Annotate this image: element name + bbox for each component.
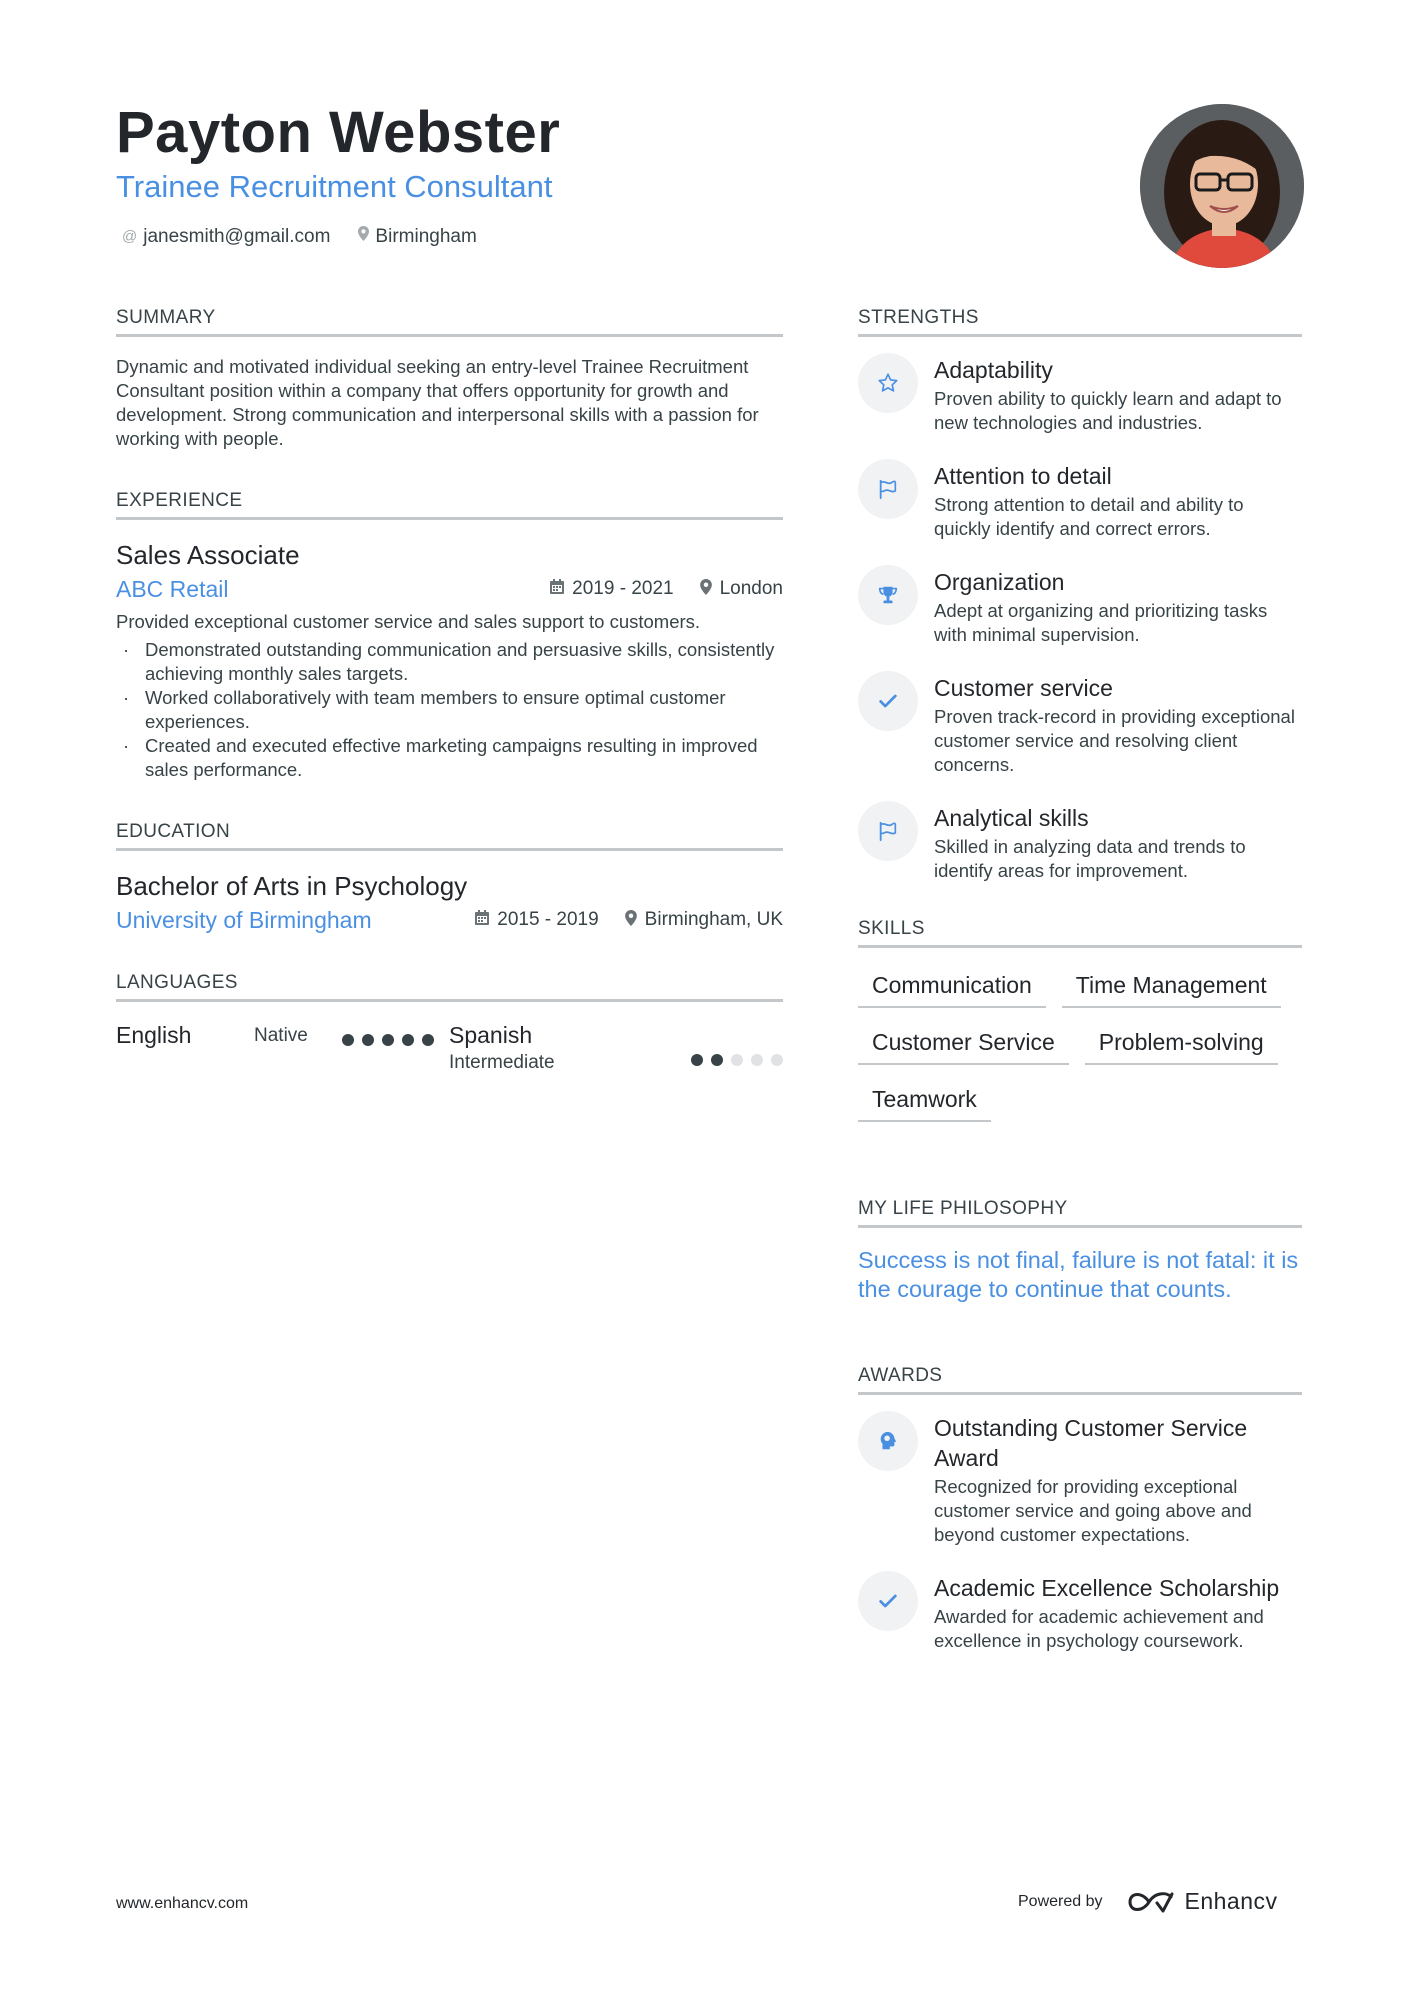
strength-item-body <box>934 567 1302 647</box>
education-dates <box>475 909 598 931</box>
strength-item-title: Customer service <box>934 675 1113 701</box>
award-item <box>858 1413 1302 1547</box>
strength-item-body <box>934 355 1302 435</box>
contact-location <box>358 224 476 250</box>
education-location <box>625 909 783 931</box>
brand-name: Enhancv <box>1184 1888 1278 1914</box>
language-name: Spanish <box>449 1022 533 1048</box>
education-dates-text: 2015 - 2019 <box>497 909 599 930</box>
award-item <box>858 1573 1302 1653</box>
strength-item-description: Skilled in analyzing data and trends to identify areas for improvement. <box>934 836 1246 881</box>
right-column <box>858 306 1302 1679</box>
check-icon <box>858 1571 918 1631</box>
experience-company: ABC Retail <box>116 576 229 602</box>
award-item-title: Outstanding Customer Service Award <box>934 1415 1248 1471</box>
summary-text: Dynamic and motivated individual seeking an entry-level Trainee Recruitment Consultant position within a company that offers opportunity for growth and development. Strong communication and interpersonal skills with a passion for working with people. <box>116 356 759 449</box>
education-section <box>116 820 783 935</box>
candidate-name: Payton Webster <box>116 100 561 165</box>
rating-dot-filled <box>362 1034 374 1046</box>
language-rating <box>683 1044 783 1076</box>
avatar-photo <box>1140 104 1304 268</box>
section-title-strengths: STRENGTHS <box>858 306 1302 337</box>
star-icon <box>858 353 918 413</box>
location-pin-icon <box>700 579 712 600</box>
skill-tag: Communication <box>858 964 1046 1008</box>
candidate-title: Trainee Recruitment Consultant <box>116 169 553 204</box>
skill-tag: Teamwork <box>858 1078 991 1122</box>
strength-item-body <box>934 461 1302 541</box>
location-text: Birmingham <box>375 226 477 247</box>
skills-section <box>858 917 1302 1135</box>
strength-item-title: Organization <box>934 569 1065 595</box>
rating-dot-empty <box>731 1054 743 1066</box>
section-title-philosophy: MY LIFE PHILOSOPHY <box>858 1197 1302 1228</box>
strength-item-description: Adept at organizing and prioritizing tasks with minimal supervision. <box>934 600 1268 645</box>
language-level: Intermediate <box>449 1052 555 1073</box>
strength-item-title: Analytical skills <box>934 805 1089 831</box>
summary-section <box>116 306 783 451</box>
language-item-spanish <box>449 1020 783 1076</box>
strength-item-description: Proven ability to quickly learn and adapt to new technologies and industries. <box>934 388 1282 433</box>
at-icon: @ <box>122 228 138 245</box>
skill-tag: Problem-solving <box>1085 1021 1278 1065</box>
award-item-title: Academic Excellence Scholarship <box>934 1575 1280 1601</box>
trophy-icon <box>858 565 918 625</box>
location-pin-icon <box>625 910 637 931</box>
skill-tag: Customer Service <box>858 1021 1069 1065</box>
flag-icon <box>858 801 918 861</box>
experience-location-text: London <box>719 578 783 599</box>
section-title-languages: LANGUAGES <box>116 971 783 1002</box>
list-item: · Created and executed effective marketing campaigns resulting in improved sales performance. <box>116 734 783 782</box>
strength-item <box>858 461 1302 541</box>
strength-item-description: Proven track-record in providing exceptional customer service and resolving client concerns. <box>934 706 1295 775</box>
awards-section <box>858 1364 1302 1653</box>
calendar-icon <box>550 579 564 599</box>
section-title-summary: SUMMARY <box>116 306 783 337</box>
award-list <box>858 1413 1302 1653</box>
strength-list <box>858 355 1302 883</box>
education-meta-row <box>116 905 783 935</box>
footer-branding <box>1018 1888 1278 1915</box>
calendar-icon <box>475 910 489 930</box>
footer-website[interactable]: www.enhancv.com <box>116 1895 249 1912</box>
contact-email[interactable] <box>122 224 330 250</box>
rating-dot-filled <box>342 1034 354 1046</box>
education-location-text: Birmingham, UK <box>644 909 783 930</box>
rating-dot-empty <box>771 1054 783 1066</box>
award-item-description: Recognized for providing exceptional customer service and going above and beyond customer expectations. <box>934 1476 1252 1545</box>
rating-dot-filled <box>691 1054 703 1066</box>
contact-bar <box>122 224 505 250</box>
head-icon <box>858 1411 918 1471</box>
rating-dot-filled <box>382 1034 394 1046</box>
powered-by-label: Powered by <box>1018 1892 1103 1910</box>
rating-dot-empty <box>751 1054 763 1066</box>
skills-list <box>858 964 1302 1135</box>
philosophy-section <box>858 1197 1302 1304</box>
experience-bullets <box>116 638 783 782</box>
email-text: janesmith@gmail.com <box>143 226 331 247</box>
location-pin-icon <box>358 224 369 250</box>
strength-item-title: Adaptability <box>934 357 1053 383</box>
section-title-skills: SKILLS <box>858 917 1302 948</box>
avatar <box>1140 104 1304 268</box>
award-item-body <box>934 1573 1302 1653</box>
section-title-education: EDUCATION <box>116 820 783 851</box>
strength-item-body <box>934 673 1302 777</box>
language-level: Native <box>254 1025 308 1046</box>
language-item-english <box>116 1020 449 1050</box>
experience-dates <box>550 578 673 600</box>
experience-meta <box>524 578 783 600</box>
strength-item <box>858 355 1302 435</box>
education-meta <box>449 909 783 931</box>
experience-section <box>116 489 783 782</box>
strength-item-body <box>934 803 1302 883</box>
check-icon <box>858 671 918 731</box>
education-school: University of Birmingham <box>116 907 372 933</box>
experience-dates-text: 2019 - 2021 <box>572 578 674 599</box>
strength-item-description: Strong attention to detail and ability to quickly identify and correct errors. <box>934 494 1244 539</box>
list-item: · Demonstrated outstanding communication and persuasive skills, consistently achieving monthly sales targets. <box>116 638 783 686</box>
language-text-group <box>449 1020 555 1076</box>
strength-item <box>858 673 1302 777</box>
philosophy-quote: Success is not final, failure is not fatal: it is the courage to continue that counts. <box>858 1247 1299 1302</box>
language-rating <box>334 1029 434 1050</box>
strength-item <box>858 803 1302 883</box>
experience-description: Provided exceptional customer service and sales support to customers. <box>116 611 701 632</box>
rating-dot-filled <box>402 1034 414 1046</box>
languages-section <box>116 971 783 1076</box>
left-column <box>116 306 783 1076</box>
list-item: · Worked collaboratively with team members to ensure optimal customer experiences. <box>116 686 783 734</box>
experience-role: Sales Associate <box>116 540 300 570</box>
award-item-body <box>934 1413 1302 1547</box>
award-item-description: Awarded for academic achievement and excellence in psychology coursework. <box>934 1606 1264 1651</box>
strength-item <box>858 567 1302 647</box>
experience-meta-row <box>116 574 783 604</box>
strengths-section <box>858 306 1302 883</box>
strength-item-title: Attention to detail <box>934 463 1112 489</box>
rating-dot-filled <box>711 1054 723 1066</box>
rating-dot-filled <box>422 1034 434 1046</box>
education-degree: Bachelor of Arts in Psychology <box>116 871 468 901</box>
flag-icon <box>858 459 918 519</box>
languages-row <box>116 1020 783 1076</box>
skill-tag: Time Management <box>1062 964 1281 1008</box>
section-title-awards: AWARDS <box>858 1364 1302 1395</box>
experience-location <box>700 578 783 600</box>
section-title-experience: EXPERIENCE <box>116 489 783 520</box>
enhancv-logo-icon <box>1127 1889 1175 1915</box>
language-name: English <box>116 1022 192 1048</box>
